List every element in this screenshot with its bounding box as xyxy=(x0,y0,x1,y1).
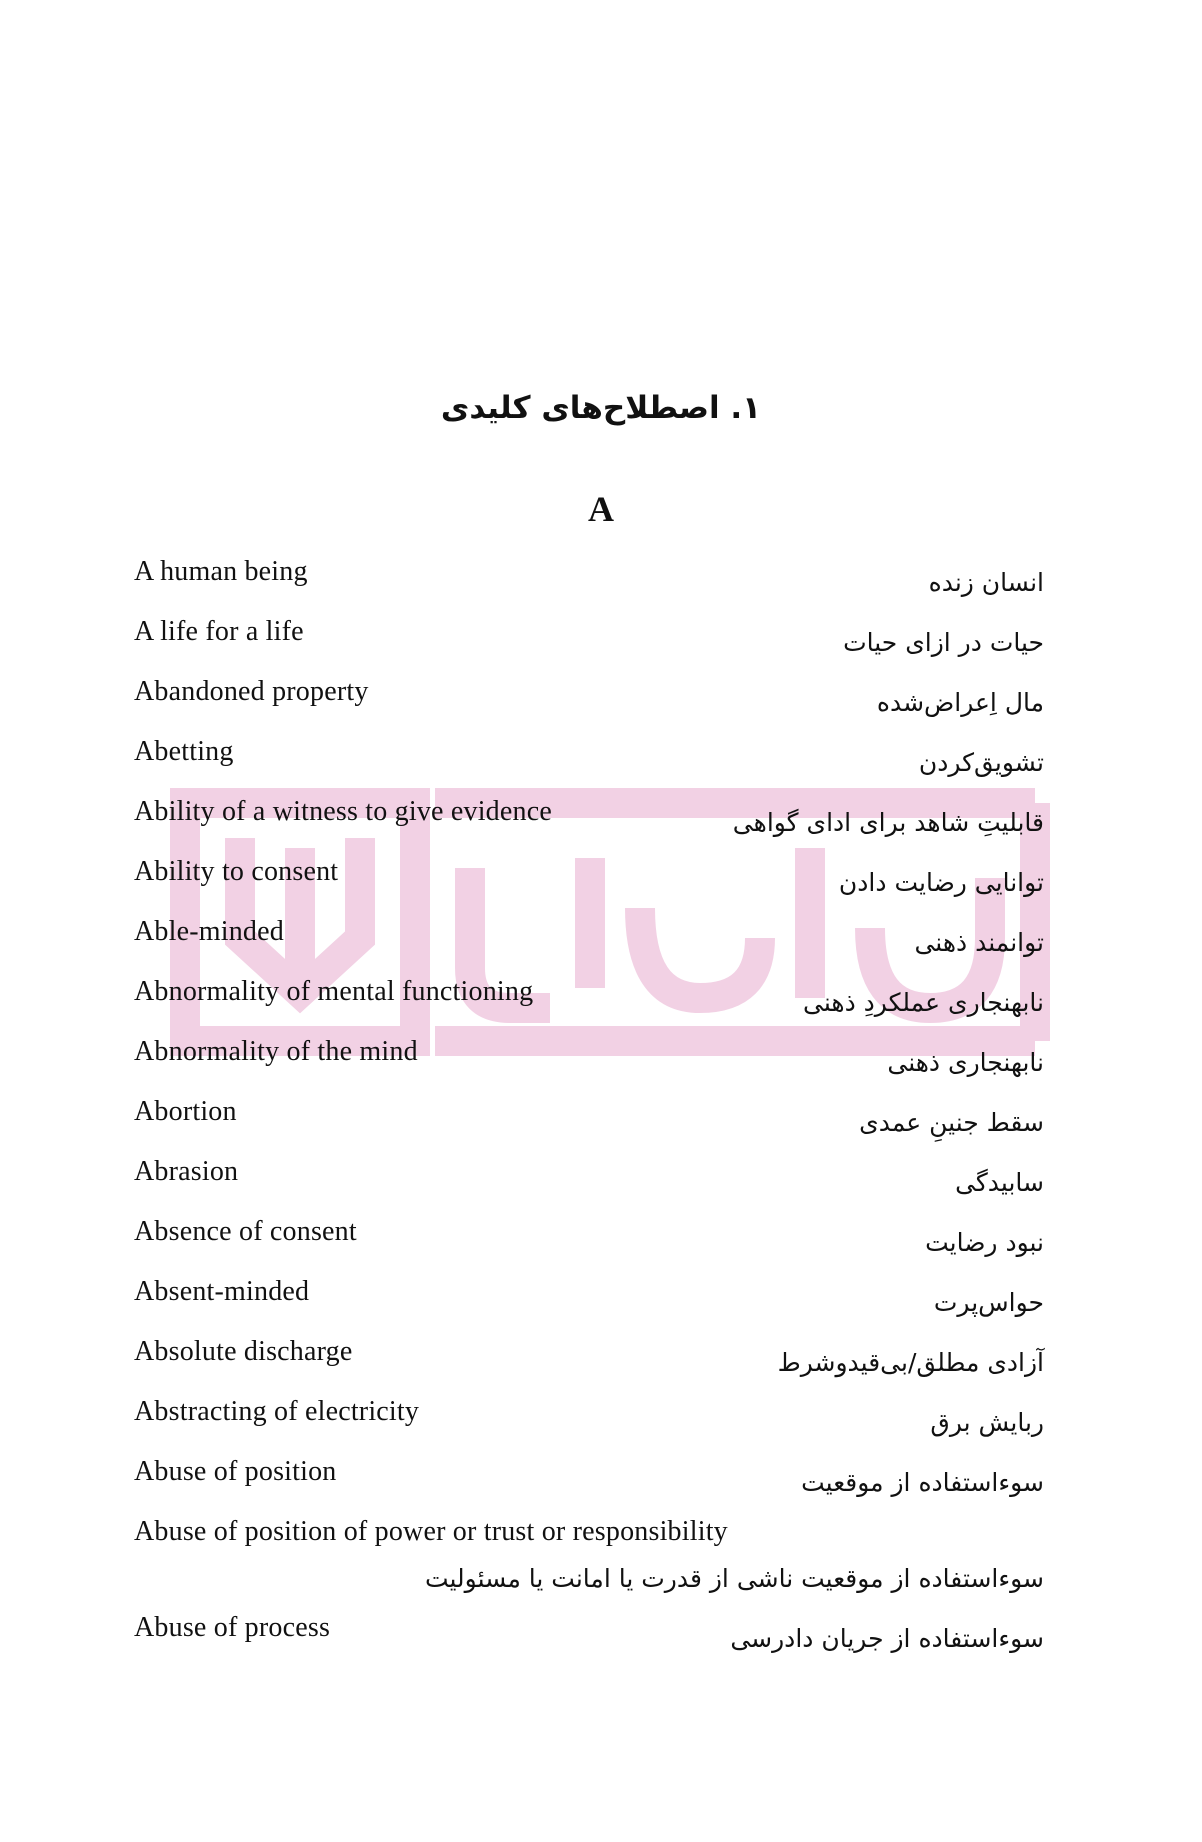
term-english: Abrasion xyxy=(134,1156,239,1187)
term-persian: حواس‌پرت xyxy=(933,1288,1044,1317)
term-english: A human being xyxy=(134,556,308,587)
term-english: A life for a life xyxy=(134,616,304,647)
term-english: Abuse of position xyxy=(134,1456,337,1487)
term-persian: انسان زنده xyxy=(928,568,1044,597)
term-persian: توانایی رضایت دادن xyxy=(838,868,1044,897)
term-english: Abnormality of mental functioning xyxy=(134,976,534,1007)
term-persian: مال اِعراض‌شده xyxy=(876,688,1044,717)
term-persian: سوءاستفاده از جریان دادرسی xyxy=(730,1624,1044,1653)
term-english: Abstracting of electricity xyxy=(134,1396,420,1427)
term-persian: قابلیتِ شاهد برای ادای گواهی xyxy=(732,808,1044,837)
term-persian: تشویق‌کردن xyxy=(918,748,1044,777)
term-english: Abandoned property xyxy=(134,676,369,707)
term-persian: سوءاستفاده از موقعیت ناشی از قدرت یا امانت یا مسئولیت xyxy=(424,1564,1044,1593)
term-english: Absolute discharge xyxy=(134,1336,353,1367)
term-english: Able-minded xyxy=(134,916,284,947)
term-persian: نبود رضایت xyxy=(925,1228,1044,1257)
term-persian: سوءاستفاده از موقعیت xyxy=(801,1468,1044,1497)
term-persian: نابهنجاری ذهنی xyxy=(887,1048,1044,1077)
term-persian: ربایش برق xyxy=(930,1408,1044,1437)
term-english: Absence of consent xyxy=(134,1216,357,1247)
term-persian: سابیدگی xyxy=(955,1168,1044,1197)
term-english: Abuse of process xyxy=(134,1612,331,1643)
term-english: Abuse of position of power or trust or responsibility xyxy=(134,1516,728,1547)
term-persian: حیات در ازای حیات xyxy=(843,628,1044,657)
term-english: Ability of a witness to give evidence xyxy=(134,796,552,827)
term-english: Abnormality of the mind xyxy=(134,1036,418,1067)
term-persian: نابهنجاری عملکردِ ذهنی xyxy=(803,988,1044,1017)
term-english: Ability to consent xyxy=(134,856,339,887)
chapter-title: ۱. اصطلاح‌های کلیدی xyxy=(440,390,762,426)
term-english: Abortion xyxy=(134,1096,237,1127)
term-english: Absent-minded xyxy=(134,1276,310,1307)
term-persian: سقط جنینِ عمدی xyxy=(859,1108,1044,1137)
term-persian: آزادی مطلق/بی‌قیدوشرط xyxy=(777,1348,1044,1377)
term-english: Abetting xyxy=(134,736,234,767)
section-letter: A xyxy=(588,489,614,529)
term-persian: توانمند ذهنی xyxy=(914,928,1044,957)
